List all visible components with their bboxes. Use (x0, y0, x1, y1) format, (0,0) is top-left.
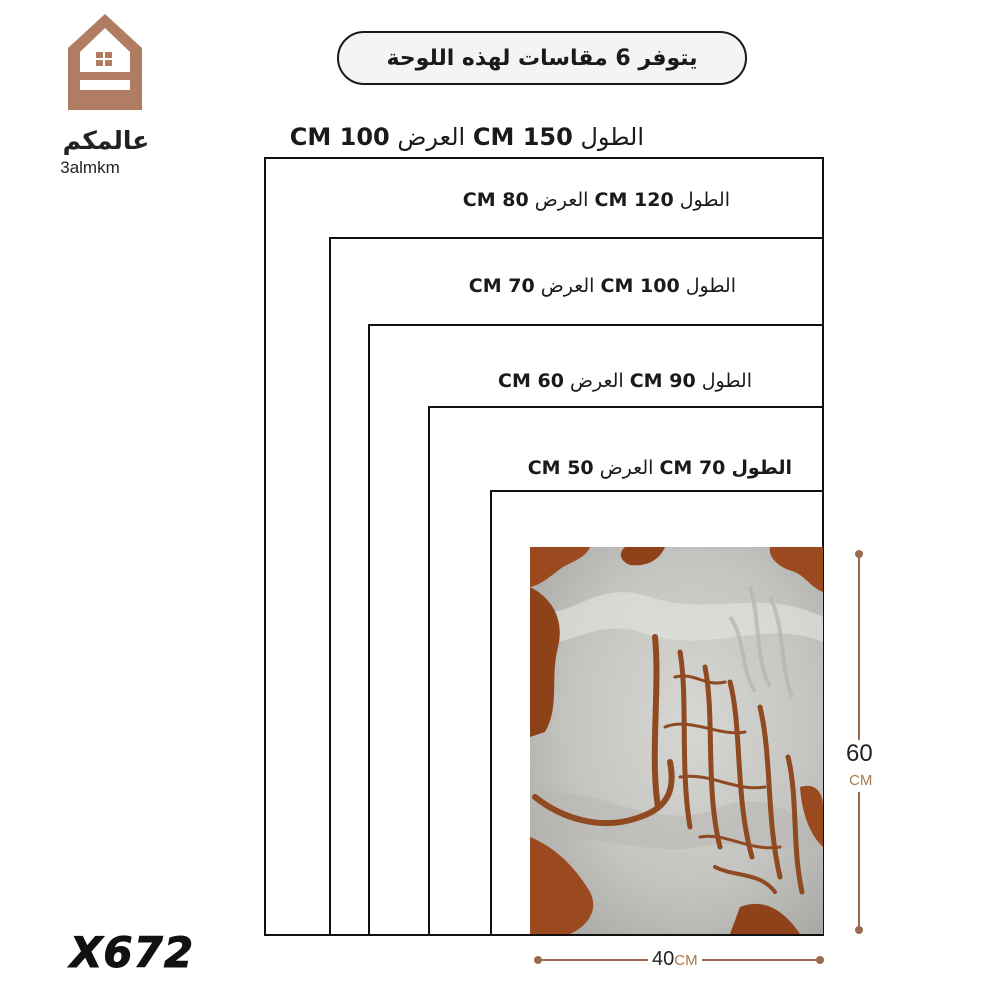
length-label: الطول (685, 275, 736, 297)
brand-name-ar: عالمكم (62, 126, 150, 155)
dimension-dot-right (816, 956, 824, 964)
width-label: العرض (540, 275, 595, 297)
width-label: العرض (534, 189, 589, 211)
width-value: 60 CM (498, 370, 564, 392)
height-value (846, 740, 873, 792)
width-label: العرض (569, 370, 624, 392)
length-label: الطول (679, 189, 730, 211)
size-label-5 (528, 459, 792, 478)
house-icon (68, 14, 142, 110)
length-label: الطول (701, 370, 752, 392)
width-value (648, 949, 702, 969)
length-value: 70 CM (659, 457, 726, 479)
width-value: 70 CM (468, 275, 535, 297)
length-value: 150 CM (472, 123, 573, 151)
length-value: 100 CM (600, 275, 680, 297)
brand-logo (56, 14, 156, 177)
height-number: 60 (846, 740, 873, 767)
width-label: العرض (599, 457, 654, 479)
width-label: العرض (397, 123, 466, 151)
size-label-1 (290, 125, 644, 149)
product-code: X672 (70, 928, 195, 977)
size-label-4 (498, 372, 752, 391)
page-title: يتوفر 6 مقاسات لهذه اللوحة (337, 31, 747, 85)
size-label-2 (463, 191, 730, 210)
width-number: 40 (652, 948, 675, 970)
calligraphy-painting (530, 547, 823, 934)
length-value: 90 CM (629, 370, 696, 392)
height-unit: CM (849, 772, 873, 789)
length-label: الطول (731, 457, 792, 479)
width-value: 80 CM (462, 189, 529, 211)
width-value: 100 CM (289, 123, 390, 151)
length-value: 120 CM (594, 189, 674, 211)
width-value: 50 CM (527, 457, 594, 479)
dimension-dot-bottom (855, 926, 863, 934)
brand-name-en: 3almkm (60, 158, 120, 177)
width-unit: CM (674, 952, 698, 969)
length-label: الطول (580, 123, 644, 151)
size-label-3 (469, 277, 736, 296)
